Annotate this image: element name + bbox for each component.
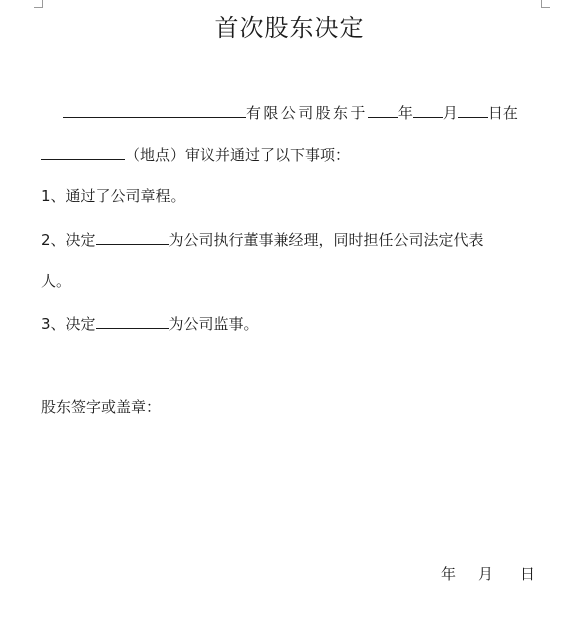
month-blank[interactable]: [413, 101, 443, 118]
document-title: 首次股东决定: [214, 14, 365, 42]
item-1: 1、通过了公司章程。: [41, 187, 186, 205]
month-label: 月: [442, 104, 458, 122]
day-blank[interactable]: [458, 101, 488, 118]
item-2: [41, 228, 484, 250]
location-blank[interactable]: [41, 143, 125, 160]
footer-day-label: 日: [520, 565, 536, 583]
item-3-suffix: 为公司监事。: [168, 315, 259, 333]
footer-month-label: 月: [478, 565, 494, 583]
company-suffix-text: 有限公司股东于: [246, 104, 368, 122]
supervisor-blank[interactable]: [96, 312, 169, 329]
item-3-prefix: 3、决定: [41, 315, 96, 333]
item-3: [41, 312, 259, 334]
item-2-suffix: 为公司执行董事兼经理，同时担任公司法定代表: [168, 231, 484, 249]
year-label: 年: [397, 104, 413, 122]
location-text: （地点）审议并通过了以下事项：: [125, 146, 351, 164]
item-2-continuation: 人。: [41, 272, 72, 290]
footer-year-label: 年: [441, 565, 457, 583]
page-corner-mark-left: [42, 0, 43, 8]
footer-date: [441, 563, 535, 585]
company-name-blank[interactable]: [63, 101, 246, 118]
intro-line-2: [41, 143, 350, 165]
intro-line-1: [63, 101, 518, 123]
item-2-prefix: 2、决定: [41, 231, 96, 249]
signature-label: 股东签字或盖章：: [41, 398, 162, 416]
year-blank[interactable]: [368, 101, 398, 118]
day-label: 日在: [487, 104, 518, 122]
page-corner-mark-right: [541, 0, 542, 8]
executive-director-blank[interactable]: [96, 228, 169, 245]
